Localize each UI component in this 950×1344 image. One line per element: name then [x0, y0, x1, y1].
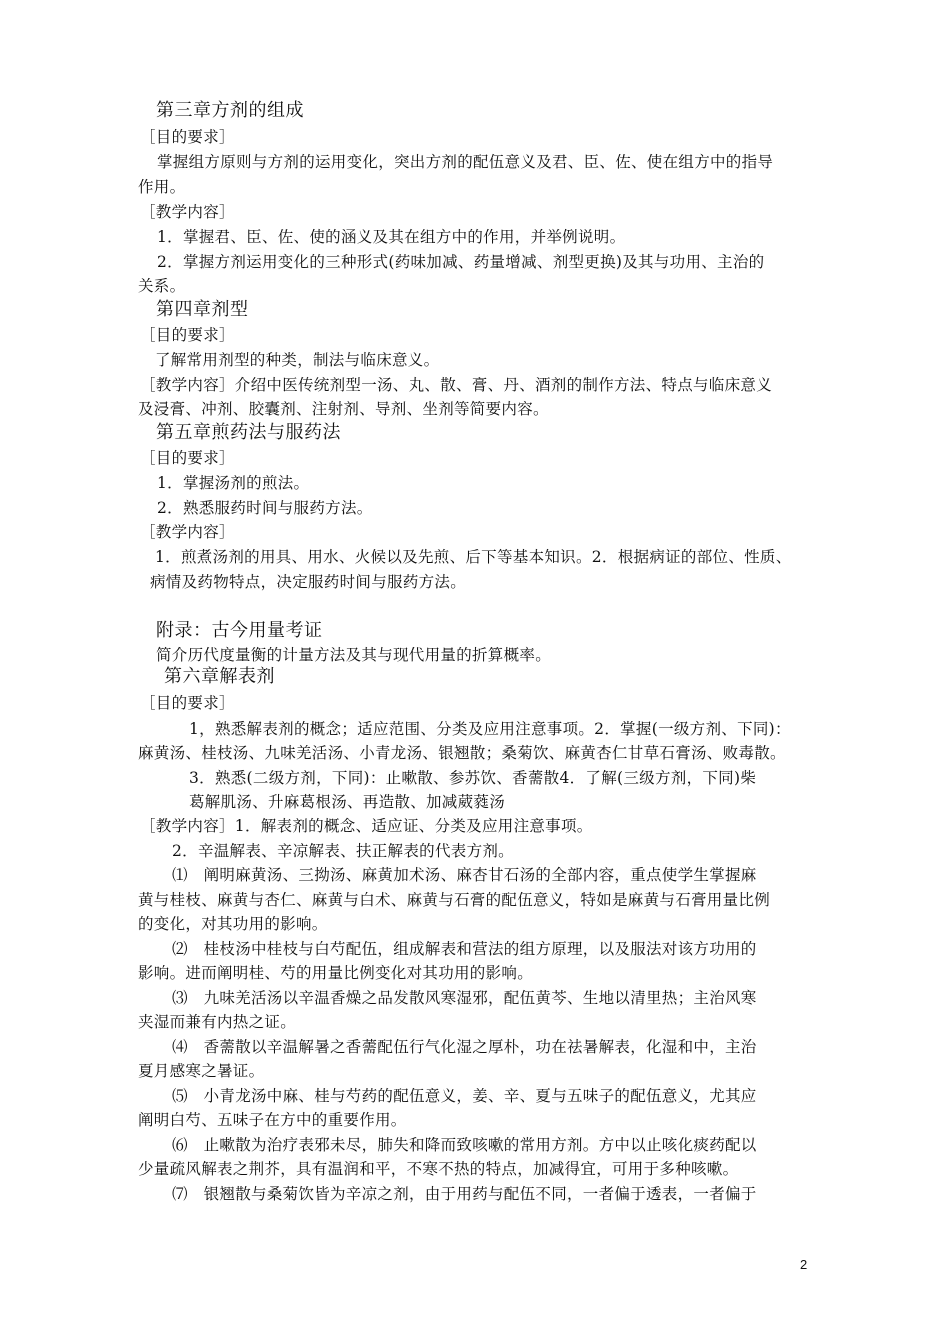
paragraph-line: 2．辛温解表、辛凉解表、扶正解表的代表方剂。	[172, 842, 514, 860]
section-label: ［目的要求］	[140, 128, 235, 146]
paragraph-line: 少量疏风解表之荆芥，具有温润和平，不寒不热的特点，加减得宜，可用于多种咳嗽。	[138, 1160, 739, 1178]
paragraph-line: 及浸膏、冲剂、胶囊剂、注射剂、导剂、坐剂等简要内容。	[138, 400, 549, 418]
paragraph-line: 的变化，对其功用的影响。	[138, 915, 328, 933]
paragraph-line: ⑺ 银翘散与桑菊饮皆为辛凉之剂，由于用药与配伍不同，一者偏于透表，一者偏于	[172, 1185, 757, 1203]
paragraph-line: 夹湿而兼有内热之证。	[138, 1013, 297, 1031]
paragraph-line: ⑸ 小青龙汤中麻、桂与芍药的配伍意义，姜、辛、夏与五味子的配伍意义，尤其应	[172, 1087, 757, 1105]
appendix-heading: 附录：古今用量考证	[156, 620, 323, 641]
paragraph-line: 1．煎煮汤剂的用具、用水、火候以及先煎、后下等基本知识。2．根据病证的部位、性质、	[155, 548, 792, 566]
paragraph-line: 作用。	[138, 178, 186, 196]
section-label: ［目的要求］	[140, 449, 235, 467]
paragraph-line: 黄与桂枝、麻黄与杏仁、麻黄与白术、麻黄与石膏的配伍意义，特如是麻黄与石膏用量比例	[138, 891, 771, 909]
section-label: ［教学内容］	[140, 523, 235, 541]
paragraph-line: 掌握组方原则与方剂的运用变化，突出方剂的配伍意义及君、臣、佐、使在组方中的指导	[157, 153, 774, 171]
section-label: ［目的要求］	[140, 694, 235, 712]
paragraph-line: 1．掌握汤剂的煎法。	[157, 474, 310, 492]
paragraph-line: ［教学内容］介绍中医传统剂型一汤、丸、散、膏、丹、酒剂的制作方法、特点与临床意义	[140, 376, 773, 394]
paragraph-line: 阐明白芍、五味子在方中的重要作用。	[138, 1111, 407, 1129]
paragraph-line: 3．熟悉(二级方剂，下同)：止嗽散、参苏饮、香薷散4．了解(三级方剂，下同)柴	[189, 769, 757, 787]
paragraph-line: 葛解肌汤、升麻葛根汤、再造散、加减葳蕤汤	[189, 793, 506, 811]
paragraph-line: 病情及药物特点，决定服药时间与服药方法。	[150, 573, 467, 591]
paragraph-line: 1．掌握君、臣、佐、使的涵义及其在组方中的作用，并举例说明。	[157, 228, 626, 246]
paragraph-line: 2．熟悉服药时间与服药方法。	[157, 499, 373, 517]
paragraph-line: 关系。	[138, 277, 186, 295]
paragraph-line: ⑵ 桂枝汤中桂枝与白芍配伍，组成解表和营法的组方原理，以及服法对该方功用的	[172, 940, 757, 958]
chapter-3-heading: 第三章方剂的组成	[156, 100, 304, 121]
paragraph-line: 夏月感寒之暑证。	[138, 1062, 265, 1080]
paragraph-line: 了解常用剂型的种类，制法与临床意义。	[155, 351, 440, 369]
section-label: ［教学内容］1．解表剂的概念、适应证、分类及应用注意事项。	[140, 817, 593, 835]
paragraph-line: ⑴ 阐明麻黄汤、三拗汤、麻黄加术汤、麻杏甘石汤的全部内容，重点使学生掌握麻	[172, 866, 757, 884]
chapter-4-heading: 第四章剂型	[156, 299, 249, 320]
paragraph-line: 简介历代度量衡的计量方法及其与现代用量的折算概率。	[156, 646, 552, 664]
paragraph-line: 麻黄汤、桂枝汤、九味羌活汤、小青龙汤、银翘散；桑菊饮、麻黄杏仁甘草石膏汤、败毒散。	[138, 744, 786, 762]
paragraph-line: ⑹ 止嗽散为治疗表邪未尽，肺失和降而致咳嗽的常用方剂。方中以止咳化痰药配以	[172, 1136, 757, 1154]
page-number: 2	[800, 1257, 808, 1272]
section-label: ［教学内容］	[140, 203, 235, 221]
chapter-6-heading: 第六章解表剂	[164, 666, 275, 687]
paragraph-line: 1，熟悉解表剂的概念；适应范围、分类及应用注意事项。2．掌握(一级方剂、下同)：	[189, 720, 791, 738]
paragraph-line: ⑷ 香薷散以辛温解暑之香薷配伍行气化湿之厚朴，功在祛暑解表，化湿和中，主治	[172, 1038, 757, 1056]
section-label: ［目的要求］	[140, 326, 235, 344]
paragraph-line: 影响。进而阐明桂、芍的用量比例变化对其功用的影响。	[138, 964, 534, 982]
chapter-5-heading: 第五章煎药法与服药法	[156, 422, 341, 443]
paragraph-line: 2．掌握方剂运用变化的三种形式(药味加减、药量增减、剂型更换)及其与功用、主治的	[157, 253, 765, 271]
paragraph-line: ⑶ 九味羌活汤以辛温香燥之品发散风寒湿邪，配伍黄芩、生地以清里热；主治风寒	[172, 989, 757, 1007]
